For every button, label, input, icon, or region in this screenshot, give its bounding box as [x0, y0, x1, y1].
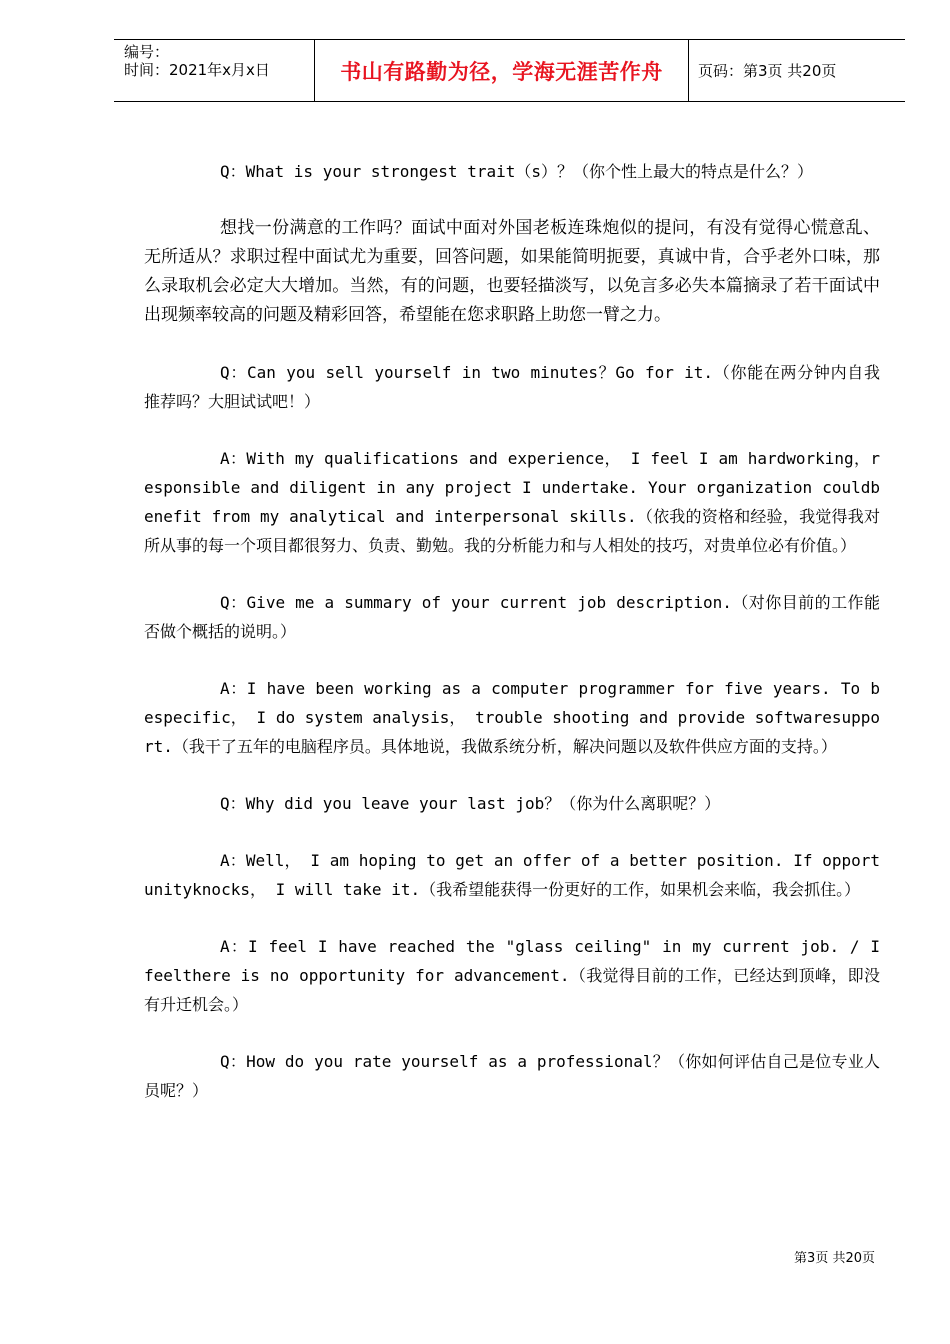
- header-meta: [114, 40, 315, 101]
- answer-sell-yourself: A：With my qualifications and experience， I feel I am hardworking，responsible and diligent in any project I undertake. Your organization couldbenefit from my analytical and interpersonal skills.（依我的资格和经验，我觉得我对所从事的每一个项目都很努力、负责、勤勉。我的分析能力和与人相处的技巧，对贵单位必有价值。）: [144, 449, 880, 555]
- question-sell-yourself: Q：Can you sell yourself in two minutes？Go for it.（你能在两分钟内自我推荐吗？大胆试试吧！）: [144, 363, 880, 411]
- question-strongest-trait: Q：What is your strongest trait（s）？（你个性上最大的特点是什么？）: [220, 162, 813, 181]
- time-label: 时间：2021年x月x日: [124, 61, 270, 79]
- document-body: [144, 157, 880, 1133]
- page-footer: 第3页 共20页: [794, 1251, 875, 1266]
- header-motto: 书山有路勤为径，学海无涯苦作舟: [315, 40, 689, 101]
- intro-paragraph: 想找一份满意的工作吗？面试中面对外国老板连珠炮似的提问，有没有觉得心慌意乱、无所适从？求职过程中面试尤为重要，回答问题，如果能简明扼要，真诚中肯，合乎老外口味，那么录取机会必定大大增加。当然，有的问题，也要轻描淡写，以免言多必失本篇摘录了若干面试中出现频率较高的问题及精彩回答，希望能在您求职路上助您一臂之力。: [144, 218, 880, 325]
- answer-why-leave-1: A：Well， I am hoping to get an offer of a better position. If opportunityknocks， I will take it.（我希望能获得一份更好的工作，如果机会来临，我会抓住。）: [144, 851, 880, 899]
- page-header: [114, 39, 905, 102]
- header-page-info: 页码：第3页 共20页: [698, 62, 837, 80]
- question-why-leave: Q：Why did you leave your last job？（你为什么离职呢？）: [220, 794, 721, 813]
- question-job-summary: Q：Give me a summary of your current job description.（对你目前的工作能否做个概括的说明。）: [144, 593, 880, 641]
- serial-label: 编号：: [124, 43, 170, 61]
- question-rate-yourself: Q：How do you rate yourself as a professional？（你如何评估自己是位专业人员呢？）: [144, 1052, 880, 1100]
- answer-why-leave-2: A：I feel I have reached the "glass ceiling" in my current job. / I feelthere is no opportunity for advancement.（我觉得目前的工作，已经达到顶峰，即没有升迁机会。）: [144, 937, 880, 1014]
- answer-job-summary: A：I have been working as a computer programmer for five years. To bespecific， I do system analysis， trouble shooting and provide softwaresupport.（我干了五年的电脑程序员。具体地说，我做系统分析，解决问题以及软件供应方面的支持。）: [144, 679, 880, 756]
